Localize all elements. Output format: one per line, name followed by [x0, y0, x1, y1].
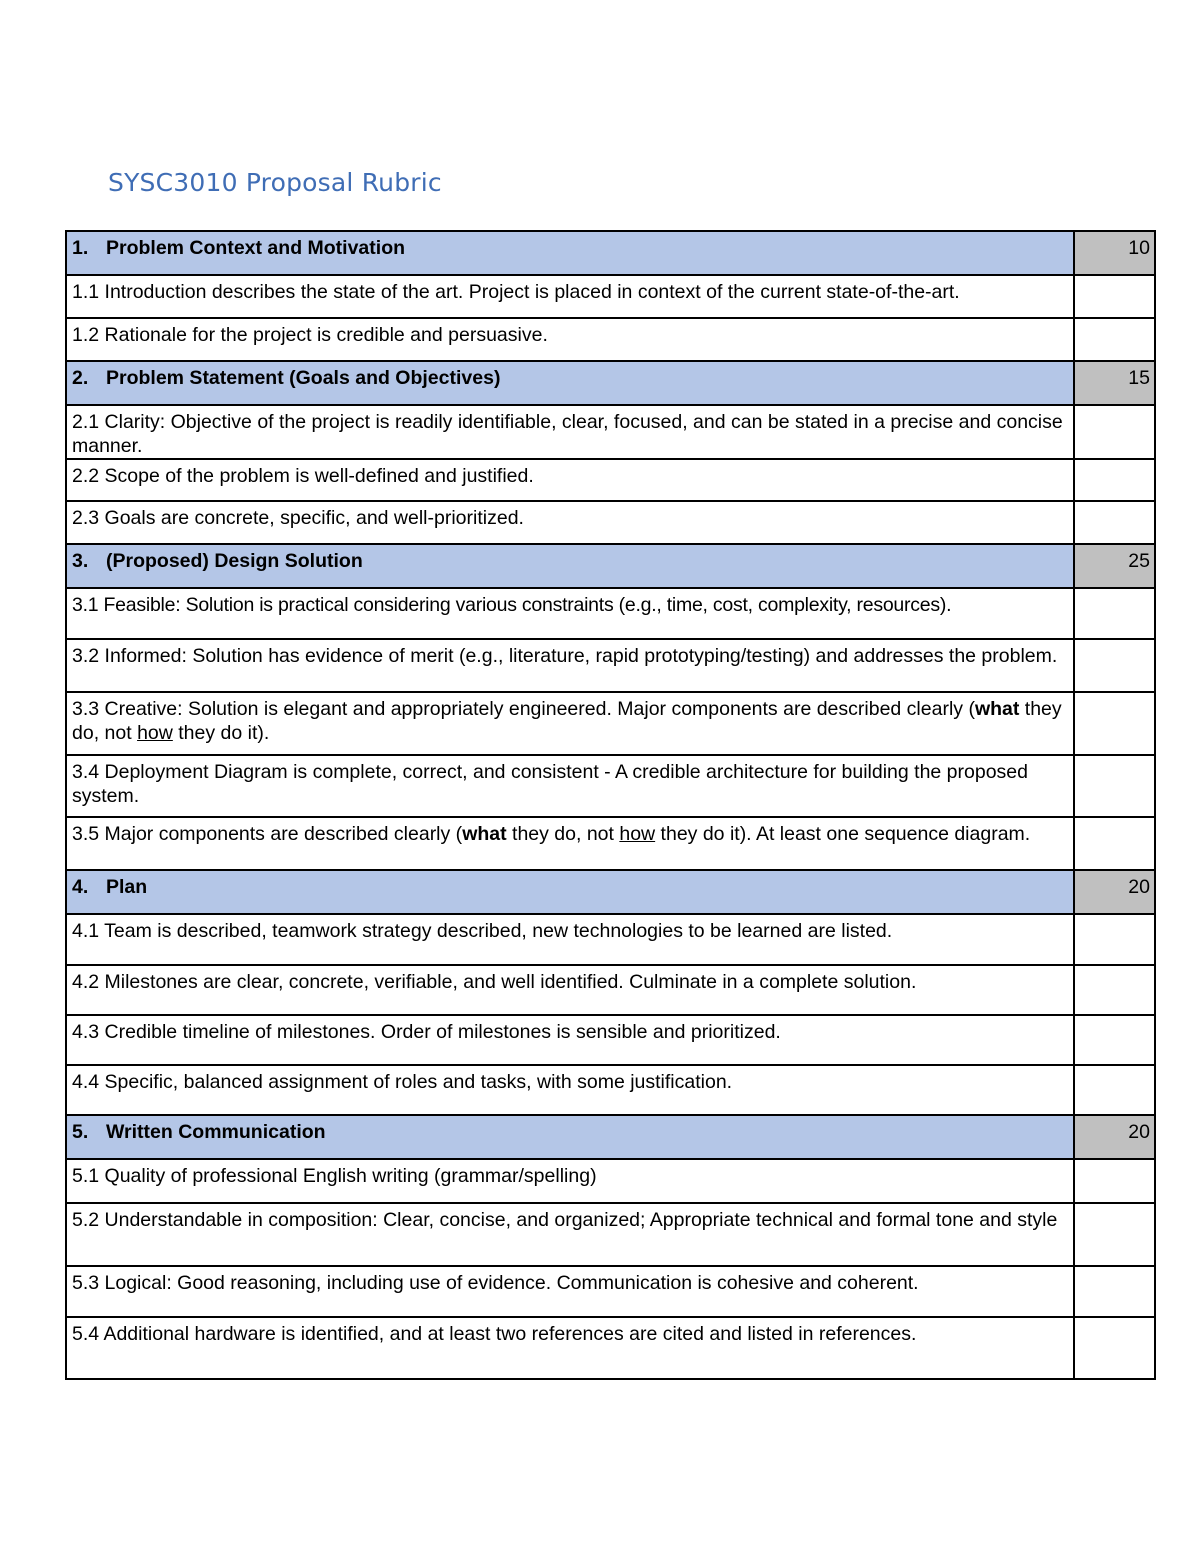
- section-heading-cell: [66, 870, 1074, 914]
- criterion-text: 5.3 Logical: Good reasoning, including use of evidence. Communication is cohesive and coherent.: [66, 1266, 1074, 1317]
- criterion-row: [66, 275, 1155, 318]
- score-cell[interactable]: [1074, 1159, 1155, 1203]
- section-points: 10: [1074, 231, 1155, 275]
- section-heading: Problem Context and Motivation: [106, 237, 406, 259]
- criterion-text: 4.4 Specific, balanced assignment of roles and tasks, with some justification.: [66, 1065, 1074, 1115]
- section-number: 5.: [72, 1121, 89, 1143]
- criterion-row: [66, 405, 1155, 459]
- section-points: 15: [1074, 361, 1155, 405]
- section-row: [66, 231, 1155, 275]
- score-cell[interactable]: [1074, 965, 1155, 1015]
- criterion-text: 5.2 Understandable in composition: Clear, concise, and organized; Appropriate technical and formal tone and style: [66, 1203, 1074, 1266]
- criterion-row: [66, 639, 1155, 692]
- criterion-row: [66, 501, 1155, 544]
- section-heading: Written Communication: [106, 1121, 326, 1143]
- criterion-text-part: they do, not: [506, 823, 620, 845]
- section-heading-cell: [66, 1115, 1074, 1159]
- section-row: [66, 870, 1155, 914]
- score-cell[interactable]: [1074, 1203, 1155, 1266]
- criterion-row: [66, 965, 1155, 1015]
- criterion-text: 3.1 Feasible: Solution is practical considering various constraints (e.g., time, cost, complexity, resources).: [66, 588, 1074, 639]
- criterion-text: 3.2 Informed: Solution has evidence of merit (e.g., literature, rapid prototyping/testing) and addresses the problem.: [66, 639, 1074, 692]
- score-cell[interactable]: [1074, 275, 1155, 318]
- section-heading-cell: [66, 361, 1074, 405]
- criterion-text: [66, 692, 1074, 755]
- rubric-table: [65, 230, 1156, 1380]
- criterion-row: [66, 1159, 1155, 1203]
- score-cell[interactable]: [1074, 692, 1155, 755]
- section-points: 25: [1074, 544, 1155, 588]
- criterion-text-part: 3.3 Creative: Solution is elegant and appropriately engineered. Major components are described clearly (: [72, 698, 975, 720]
- criterion-text-part: 3.5 Major components are described clearly (: [72, 823, 463, 845]
- score-cell[interactable]: [1074, 405, 1155, 459]
- criterion-text-part: they do it). At least one sequence diagram.: [655, 823, 1031, 845]
- score-cell[interactable]: [1074, 318, 1155, 361]
- section-row: [66, 1115, 1155, 1159]
- emphasis-how: how: [137, 722, 173, 744]
- score-cell[interactable]: [1074, 1317, 1155, 1379]
- criterion-row: [66, 459, 1155, 501]
- section-number: 1.: [72, 237, 89, 259]
- score-cell[interactable]: [1074, 1266, 1155, 1317]
- criterion-text: 4.1 Team is described, teamwork strategy described, new technologies to be learned are listed.: [66, 914, 1074, 965]
- score-cell[interactable]: [1074, 501, 1155, 544]
- criterion-text-part: they do, not: [72, 698, 1062, 744]
- criterion-row: [66, 1203, 1155, 1266]
- section-row: [66, 361, 1155, 405]
- section-row: [66, 544, 1155, 588]
- criterion-row: [66, 755, 1155, 817]
- criterion-text: 1.2 Rationale for the project is credible and persuasive.: [66, 318, 1074, 361]
- criterion-text-part: they do it).: [172, 722, 270, 744]
- criterion-text: 2.2 Scope of the problem is well-defined and justified.: [66, 459, 1074, 501]
- criterion-row: [66, 692, 1155, 755]
- criterion-row: [66, 1065, 1155, 1115]
- score-cell[interactable]: [1074, 639, 1155, 692]
- score-cell[interactable]: [1074, 459, 1155, 501]
- score-cell[interactable]: [1074, 755, 1155, 817]
- section-points: 20: [1074, 1115, 1155, 1159]
- section-heading: (Proposed) Design Solution: [106, 550, 363, 572]
- criterion-row: [66, 588, 1155, 639]
- criterion-text: 2.3 Goals are concrete, specific, and well-prioritized.: [66, 501, 1074, 544]
- score-cell[interactable]: [1074, 817, 1155, 870]
- section-number: 4.: [72, 876, 89, 898]
- criterion-row: [66, 1015, 1155, 1065]
- section-points: 20: [1074, 870, 1155, 914]
- criterion-text: 4.2 Milestones are clear, concrete, verifiable, and well identified. Culminate in a complete solution.: [66, 965, 1074, 1015]
- section-heading: Problem Statement (Goals and Objectives): [106, 367, 501, 389]
- score-cell[interactable]: [1074, 588, 1155, 639]
- score-cell[interactable]: [1074, 1065, 1155, 1115]
- criterion-text: 2.1 Clarity: Objective of the project is readily identifiable, clear, focused, and can be stated in a precise and concise manner.: [66, 405, 1074, 459]
- emphasis-what: what: [974, 698, 1020, 720]
- score-cell[interactable]: [1074, 1015, 1155, 1065]
- criterion-text: 5.1 Quality of professional English writing (grammar/spelling): [66, 1159, 1074, 1203]
- section-heading: Plan: [106, 876, 148, 898]
- criterion-text: 1.1 Introduction describes the state of the art. Project is placed in context of the current state-of-the-art.: [66, 275, 1074, 318]
- criterion-row: [66, 817, 1155, 870]
- page-title: SYSC3010 Proposal Rubric: [108, 168, 442, 197]
- section-heading-cell: [66, 231, 1074, 275]
- score-cell[interactable]: [1074, 914, 1155, 965]
- section-heading-cell: [66, 544, 1074, 588]
- criterion-row: [66, 914, 1155, 965]
- section-number: 2.: [72, 367, 89, 389]
- section-number: 3.: [72, 550, 89, 572]
- criterion-row: [66, 1317, 1155, 1379]
- criterion-text: 5.4 Additional hardware is identified, and at least two references are cited and listed in references.: [66, 1317, 1074, 1379]
- emphasis-how: how: [619, 823, 656, 845]
- emphasis-what: what: [462, 823, 507, 845]
- criterion-row: [66, 1266, 1155, 1317]
- criterion-row: [66, 318, 1155, 361]
- criterion-text: [66, 817, 1074, 870]
- criterion-text: 4.3 Credible timeline of milestones. Order of milestones is sensible and prioritized.: [66, 1015, 1074, 1065]
- criterion-text: 3.4 Deployment Diagram is complete, correct, and consistent - A credible architecture for building the proposed system.: [66, 755, 1074, 817]
